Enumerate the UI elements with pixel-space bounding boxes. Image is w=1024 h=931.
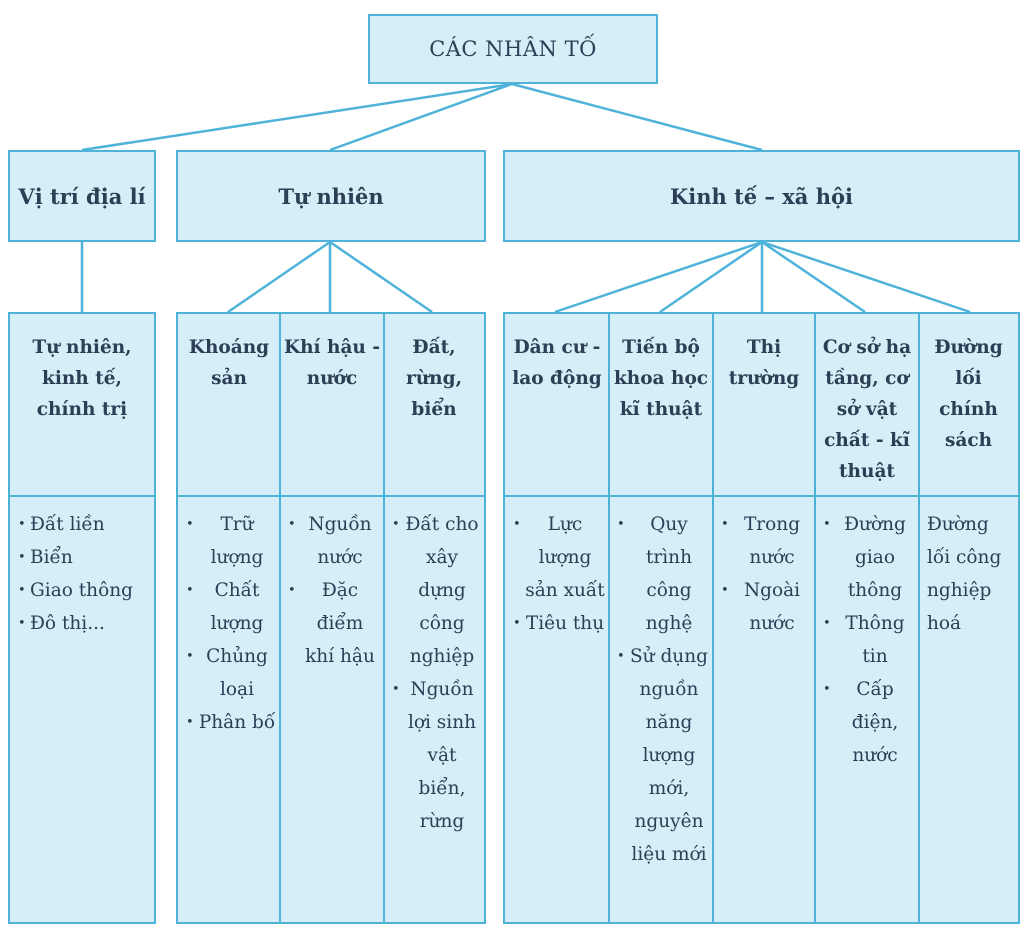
column-title: Cơ sở hạ tầng, cơ sở vật chất - kĩ thuật <box>822 337 912 482</box>
list-item: • Nguồn lợi sinh vật biển, rừng <box>392 673 480 838</box>
list-item: • Tiêu thụ <box>513 607 605 640</box>
column-title: Dân cư - lao động <box>512 337 602 389</box>
category-nature-label: Tự nhiên <box>278 183 384 209</box>
item-list <box>178 508 280 739</box>
list-item: • Nguồn nước <box>288 508 380 574</box>
item-list <box>280 508 384 673</box>
category-nature <box>176 150 486 242</box>
item-list <box>919 508 1018 640</box>
item-list <box>713 508 815 640</box>
column-title: Đường lối chính sách <box>934 337 1003 451</box>
category-socio <box>503 150 1020 242</box>
category-location <box>8 150 156 242</box>
list-item: • Đường giao thông <box>823 508 915 607</box>
column-title: Khí hậu - nước <box>284 337 381 389</box>
list-item: • Trong nước <box>721 508 811 574</box>
column-title: Đất, rừng, biển <box>405 337 463 420</box>
column-title: Tiến bộ khoa học kĩ thuật <box>613 337 709 420</box>
item-list <box>815 508 919 772</box>
item-list <box>384 508 484 838</box>
column-title: Thị trường <box>728 337 800 389</box>
list-item: • Quy trình công nghệ <box>617 508 709 640</box>
category-socio-label: Kinh tế – xã hội <box>670 183 853 209</box>
panel-divider <box>178 495 484 497</box>
list-item: • Đất liền <box>18 508 150 541</box>
list-item: • Đất cho xây dựng công nghiệp <box>392 508 480 673</box>
list-item: • Biển <box>18 541 150 574</box>
column-title: Tự nhiên, kinh tế, chính trị <box>32 337 132 420</box>
item-list <box>609 508 713 871</box>
root-label: CÁC NHÂN TỐ <box>429 37 597 61</box>
panel-divider <box>10 495 154 497</box>
root-node <box>368 14 658 84</box>
category-location-label: Vị trí địa lí <box>18 183 146 209</box>
socio-panel <box>503 312 1020 924</box>
nature-panel <box>176 312 486 924</box>
list-item: • Đặc điểm khí hậu <box>288 574 380 673</box>
list-item: • Cấp điện, nước <box>823 673 915 772</box>
list-item: • Đô thị... <box>18 607 150 640</box>
item-list <box>10 508 154 640</box>
list-item: • Sử dụng nguồn năng lượng mới, nguyên liệu mới <box>617 640 709 871</box>
column-title: Khoáng sản <box>188 337 270 389</box>
list-item: • Ngoài nước <box>721 574 811 640</box>
item-list <box>505 508 609 640</box>
list-item: • Trữ lượng <box>186 508 276 574</box>
list-item: • Chất lượng <box>186 574 276 640</box>
list-item: • Phân bố <box>186 706 276 739</box>
list-item: • Lực lượng sản xuất <box>513 508 605 607</box>
list-item: • Chủng loại <box>186 640 276 706</box>
list-item: Đường lối công nghiệp hoá <box>927 514 1002 634</box>
location-panel <box>8 312 156 924</box>
panel-divider <box>505 495 1018 497</box>
list-item: • Giao thông <box>18 574 150 607</box>
list-item: • Thông tin <box>823 607 915 673</box>
